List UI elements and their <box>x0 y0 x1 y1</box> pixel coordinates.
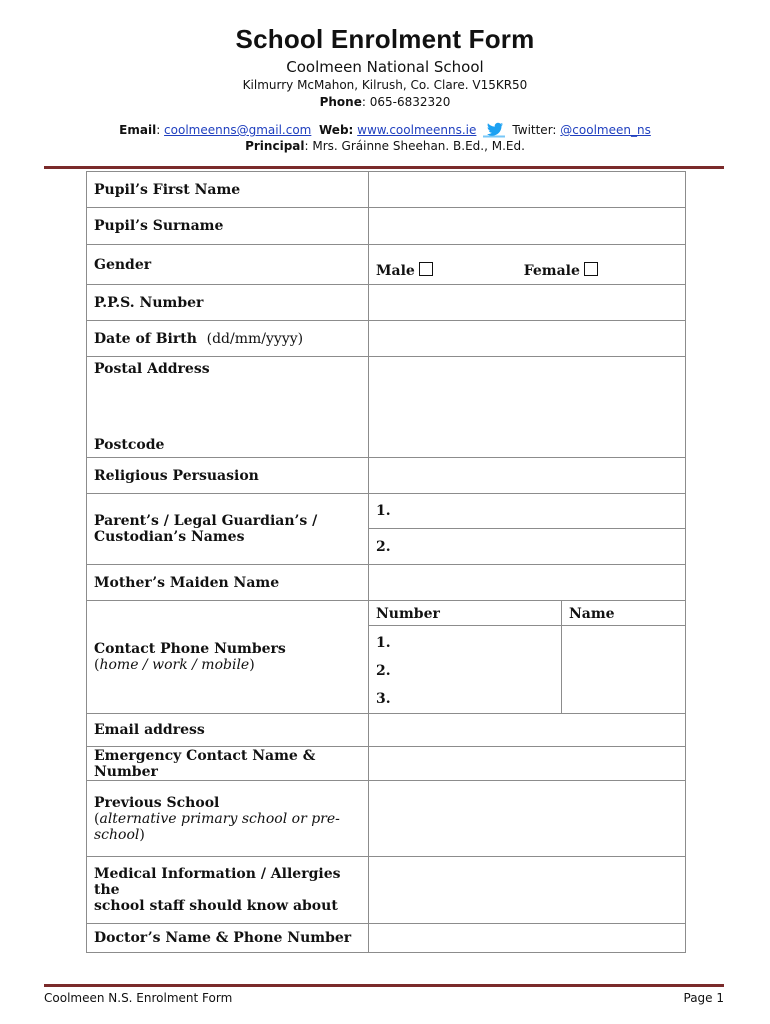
phone-names-field[interactable] <box>562 626 686 714</box>
emergency-contact-field[interactable] <box>369 747 686 781</box>
guardian-2-field[interactable]: 2. <box>369 529 686 565</box>
pps-label: P.P.S. Number <box>87 285 369 321</box>
medical-label-line2: school staff should know about <box>94 898 338 914</box>
school-name: Coolmeen National School <box>286 58 484 76</box>
twitter-link[interactable]: @coolmeen_ns <box>560 123 651 137</box>
emergency-contact-label: Emergency Contact Name & Number <box>87 747 369 781</box>
web-link[interactable]: www.coolmeenns.ie <box>357 123 477 137</box>
header-rule <box>44 166 724 169</box>
address-field[interactable] <box>369 357 686 458</box>
guardian-1-field[interactable]: 1. <box>369 494 686 529</box>
phone-2: 2. <box>376 663 391 679</box>
email-address-field[interactable] <box>369 714 686 747</box>
surname-label: Pupil’s Surname <box>87 208 369 245</box>
dob-format: (dd/mm/yyyy) <box>206 330 304 347</box>
phone-label: Phone <box>319 95 362 109</box>
surname-field[interactable] <box>369 208 686 245</box>
medical-label <box>87 857 369 924</box>
contact-line: Email: coolmeenns@gmail.com Web: www.coolmeenns.ie Twitter: @coolmeen_ns <box>119 123 651 137</box>
principal-line <box>0 139 770 153</box>
medical-field[interactable] <box>369 857 686 924</box>
doctor-label: Doctor’s Name & Phone Number <box>87 924 369 953</box>
name-header: Name <box>562 601 686 626</box>
gender-label: Gender <box>87 245 369 285</box>
medical-label-line1: Medical Information / Allergies the <box>94 866 341 898</box>
religion-field[interactable] <box>369 458 686 494</box>
gender-field <box>369 245 686 285</box>
email-link[interactable]: coolmeenns@gmail.com <box>164 123 312 137</box>
email-label: Email <box>119 123 157 137</box>
footer-rule <box>44 984 724 987</box>
phone-3: 3. <box>376 691 391 707</box>
dob-text: Date of Birth <box>94 330 197 347</box>
principal-label: Principal <box>245 139 305 153</box>
religion-label: Religious Persuasion <box>87 458 369 494</box>
male-label: Male <box>376 263 415 279</box>
email-address-label: Email address <box>87 714 369 747</box>
enrolment-table <box>86 171 686 953</box>
phones-label-cell: Contact Phone Numbers (home / work / mobile) <box>87 601 369 714</box>
page-title: School Enrolment Form <box>235 24 535 54</box>
twitter-label: Twitter: <box>512 123 557 137</box>
principal-value: : Mrs. Gráinne Sheehan. B.Ed., M.Ed. <box>304 139 525 153</box>
phones-label: Contact Phone Numbers <box>94 641 286 657</box>
guardian-label-line1: Parent’s / Legal Guardian’s / <box>94 513 318 529</box>
dob-label <box>87 321 369 357</box>
female-checkbox[interactable] <box>584 262 598 276</box>
twitter-bird-icon <box>482 122 508 138</box>
guardian-label <box>87 494 369 565</box>
previous-school-label: Previous School <box>94 794 220 811</box>
first-name-field[interactable] <box>369 172 686 208</box>
page-number: Page 1 <box>683 991 724 1005</box>
postal-address-label: Postal Address <box>94 361 210 377</box>
previous-school-field[interactable] <box>369 781 686 857</box>
previous-school-label-cell: Previous School (alternative primary school or pre-school) <box>87 781 369 857</box>
address-label-cell <box>87 357 369 458</box>
male-checkbox[interactable] <box>419 262 433 276</box>
maiden-name-field[interactable] <box>369 565 686 601</box>
guardian-label-line2: Custodian’s Names <box>94 529 245 545</box>
dob-field[interactable] <box>369 321 686 357</box>
school-address: Kilmurry McMahon, Kilrush, Co. Clare. V15KR50 <box>242 78 528 92</box>
number-header: Number <box>369 601 562 626</box>
first-name-label: Pupil’s First Name <box>87 172 369 208</box>
female-label: Female <box>523 263 580 279</box>
previous-school-hint: alternative primary school or pre-school <box>94 810 340 843</box>
phones-hint: home / work / mobile <box>99 657 250 673</box>
phone-1: 1. <box>376 635 391 651</box>
school-phone <box>0 95 770 109</box>
postcode-label: Postcode <box>94 437 165 453</box>
pps-field[interactable] <box>369 285 686 321</box>
web-label: Web: <box>319 123 354 137</box>
footer-title: Coolmeen N.S. Enrolment Form <box>44 991 233 1005</box>
phone-numbers-field[interactable] <box>369 626 562 714</box>
phone-value: : 065-6832320 <box>361 95 451 109</box>
maiden-name-label: Mother’s Maiden Name <box>87 565 369 601</box>
doctor-field[interactable] <box>369 924 686 953</box>
